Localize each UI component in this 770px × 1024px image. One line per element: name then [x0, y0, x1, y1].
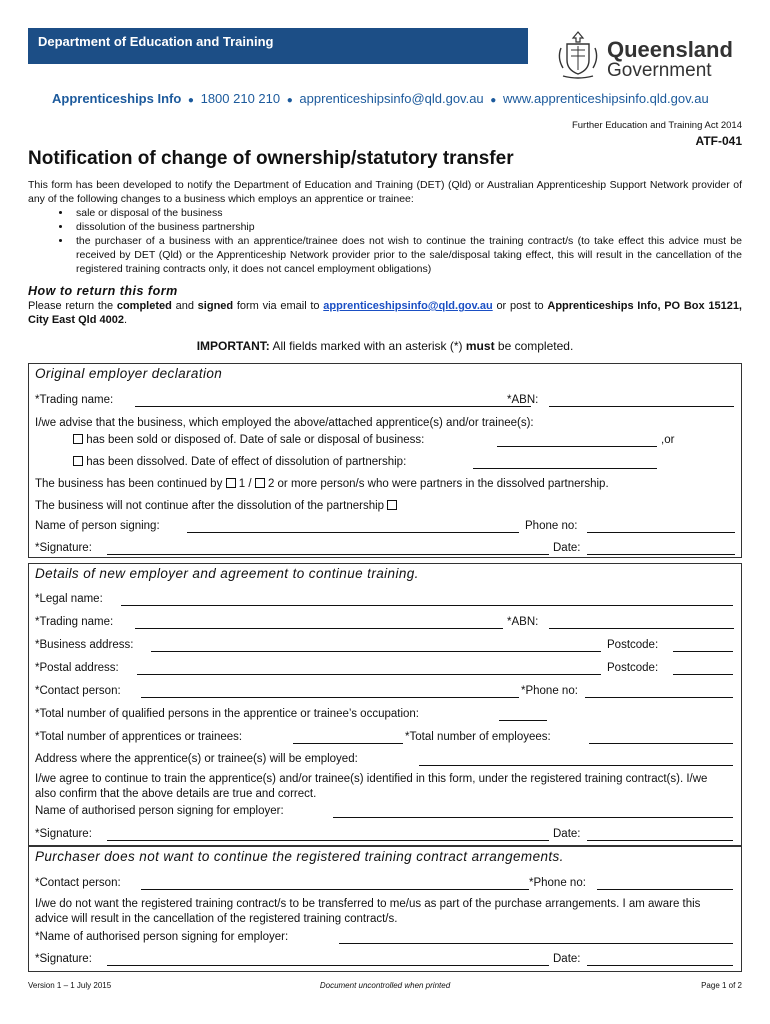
bullet-dot-icon: ● [286, 95, 293, 106]
not-continue-checkbox[interactable] [387, 500, 397, 510]
field-label: *Trading name: [35, 616, 114, 628]
bullet-dot-icon: ● [187, 95, 194, 106]
text-fragment: IMPORTANT: [196, 339, 270, 353]
business-address-input[interactable] [151, 651, 601, 652]
agreement-text: I/we agree to continue to train the apprentice(s) and/or trainee(s) identified in this form, under the registered training contract(s). I/we also confirm that the above details are true and correct. [35, 773, 708, 800]
legal-name-input[interactable] [121, 605, 733, 606]
field-label: *Business address: [35, 639, 134, 651]
intro-paragraph: This form has been developed to notify the Department of Education and Training (DET) (Qld) or Australian Apprenticeship Support Network provider of any of the following changes to a business which employs an apprentice or trainee: [28, 179, 742, 205]
intro-bullet-list [72, 206, 742, 276]
queensland-crest-icon [553, 28, 603, 82]
contact-bar [52, 91, 709, 106]
how-to-return-text [28, 299, 742, 327]
not-continue-option [35, 500, 397, 512]
act-reference: Further Education and Training Act 2014 [571, 120, 742, 131]
field-label: *Trading name: [35, 394, 114, 406]
text-fragment: form via email to [233, 300, 324, 312]
two-or-more-checkbox[interactable] [255, 478, 265, 488]
page-title: Notification of change of ownership/statutory transfer [28, 148, 514, 169]
contact-label: Apprenticeships Info [52, 91, 182, 106]
form-code: ATF-041 [695, 134, 742, 148]
field-label: *Contact person: [35, 685, 121, 697]
field-label: Name of person signing: [35, 520, 160, 532]
date-input[interactable] [587, 554, 735, 555]
contact-website-link[interactable]: www.apprenticeshipsinfo.qld.gov.au [502, 91, 709, 106]
field-label: *Signature: [35, 828, 92, 840]
authorised-person-input[interactable] [333, 817, 733, 818]
sold-option [73, 434, 424, 446]
signature-input[interactable] [107, 554, 549, 555]
field-label: Address where the apprentice(s) or trainee(s) will be employed: [35, 753, 358, 765]
original-employer-section [28, 363, 742, 558]
list-item: • dissolution of the business partnership [72, 220, 742, 234]
contact-person-input[interactable] [141, 889, 529, 890]
field-label: *Total number of qualified persons in the apprentice or trainee’s occupation: [35, 708, 419, 720]
field-label: *Total number of employees: [405, 731, 551, 743]
section-heading: Original employer declaration [35, 366, 223, 381]
list-item: • sale or disposal of the business [72, 206, 742, 220]
queensland-wordmark: Queensland [607, 37, 733, 62]
field-label: *Phone no: [521, 685, 578, 697]
list-item: • the purchaser of a business with an apprentice/trainee does not wish to continue the training contract/s (to take effect this advice must be received by DET (Qld) or the Apprenticeship Network provider prior to the sale/disposal taking effect, this will result in the cancellation of the registered training contracts only, it does not cancel employment obligations) [72, 234, 742, 276]
footer-uncontrolled: Document uncontrolled when printed [319, 981, 451, 990]
field-label: *Contact person: [35, 877, 121, 889]
field-label: *Legal name: [35, 593, 103, 605]
footer-version: Version 1 – 1 July 2015 [28, 981, 112, 990]
authorised-person-input[interactable] [339, 943, 733, 944]
field-label: Phone no: [525, 520, 578, 532]
field-label: Postcode: [607, 639, 659, 651]
field-label: Name of authorised person signing for employer: [35, 805, 284, 817]
field-label: *Signature: [35, 542, 92, 554]
trading-name-input[interactable] [135, 628, 503, 629]
field-label: Date: [553, 828, 581, 840]
person-signing-input[interactable] [187, 532, 519, 533]
field-label: *Name of authorised person signing for employer: [35, 931, 289, 943]
postal-postcode-input[interactable] [673, 674, 733, 675]
text-fragment: be completed. [494, 339, 574, 353]
how-to-return-heading: How to return this form [28, 284, 178, 298]
text-fragment: must [465, 339, 495, 353]
postal-address-input[interactable] [137, 674, 601, 675]
phone-input[interactable] [585, 697, 733, 698]
return-email-link[interactable]: apprenticeshipsinfo@qld.gov.au [323, 300, 493, 312]
section-heading: Details of new employer and agreement to continue training. [35, 566, 419, 581]
phone-input[interactable] [587, 532, 735, 533]
dissolved-option [73, 456, 406, 468]
date-input[interactable] [587, 965, 733, 966]
field-label: *Postal address: [35, 662, 119, 674]
field-label: *Total number of apprentices or trainees: [35, 731, 243, 743]
field-label: Date: [553, 953, 581, 965]
postal-address: Apprenticeships Info, PO Box 15121, City East Qld 4002 [28, 300, 742, 326]
dissolution-date-input[interactable] [473, 468, 657, 469]
signature-input[interactable] [107, 840, 549, 841]
text-fragment: signed [197, 300, 234, 312]
text-fragment: completed [116, 300, 172, 312]
abn-input[interactable] [549, 406, 734, 407]
text-fragment: All fields marked with an asterisk (*) [269, 339, 466, 353]
trading-name-input[interactable] [135, 406, 531, 407]
contact-email-link[interactable]: apprenticeshipsinfo@qld.gov.au [299, 91, 484, 106]
signature-input[interactable] [107, 965, 549, 966]
sold-checkbox[interactable] [73, 434, 83, 444]
sale-date-input[interactable] [497, 446, 657, 447]
business-postcode-input[interactable] [673, 651, 733, 652]
department-title: Department of Education and Training [38, 34, 274, 49]
employment-address-input[interactable] [419, 765, 733, 766]
contact-person-input[interactable] [141, 697, 519, 698]
checkbox-label: 1 / [238, 478, 252, 490]
one-person-checkbox[interactable] [226, 478, 236, 488]
field-label: The business will not continue after the dissolution of the partnership [35, 500, 385, 512]
purchaser-section [28, 846, 742, 972]
section-heading: Purchaser does not want to continue the registered training contract arrangements. [35, 849, 564, 864]
footer-page-number: Page 1 of 2 [701, 981, 742, 990]
field-label: *ABN: [507, 616, 539, 628]
field-label: *ABN: [507, 394, 539, 406]
field-label: I/we advise that the business, which employed the above/attached apprentice(s) and/or trainee(s): [35, 417, 534, 429]
text-fragment: Please return the [28, 300, 117, 312]
field-label: Postcode: [607, 662, 659, 674]
new-employer-section [28, 563, 742, 846]
checkbox-label: has been dissolved. Date of effect of dissolution of partnership: [86, 456, 407, 468]
checkbox-label: has been sold or disposed of. Date of sale or disposal of business: [86, 434, 425, 446]
field-label: *Signature: [35, 953, 92, 965]
important-notice [0, 339, 770, 353]
date-input[interactable] [587, 840, 733, 841]
dissolved-checkbox[interactable] [73, 456, 83, 466]
employees-count-input[interactable] [589, 743, 733, 744]
bullet-dot-icon: ● [490, 95, 497, 106]
text-fragment: or post to [492, 300, 548, 312]
qualified-count-input[interactable] [499, 720, 547, 721]
contact-phone: 1800 210 210 [200, 91, 281, 106]
text-fragment: . [124, 314, 128, 326]
government-wordmark: Government [607, 60, 712, 81]
text-fragment: and [171, 300, 198, 312]
purchaser-text: I/we do not want the registered training contract/s to be transferred to me/us as part of the purchase arrangements. I am aware this advice will result in the cancellation of the registered training contract/s. [35, 898, 701, 925]
phone-input[interactable] [597, 889, 733, 890]
abn-input[interactable] [549, 628, 734, 629]
apprentices-count-input[interactable] [293, 743, 403, 744]
checkbox-label: 2 or more person/s who were partners in the dissolved partnership. [267, 478, 609, 490]
field-label: Date: [553, 542, 581, 554]
continued-option [35, 478, 609, 490]
field-label: *Phone no: [529, 877, 586, 889]
field-label: The business has been continued by [35, 478, 223, 490]
field-label: ,or [661, 434, 675, 446]
intro-text [28, 178, 742, 276]
